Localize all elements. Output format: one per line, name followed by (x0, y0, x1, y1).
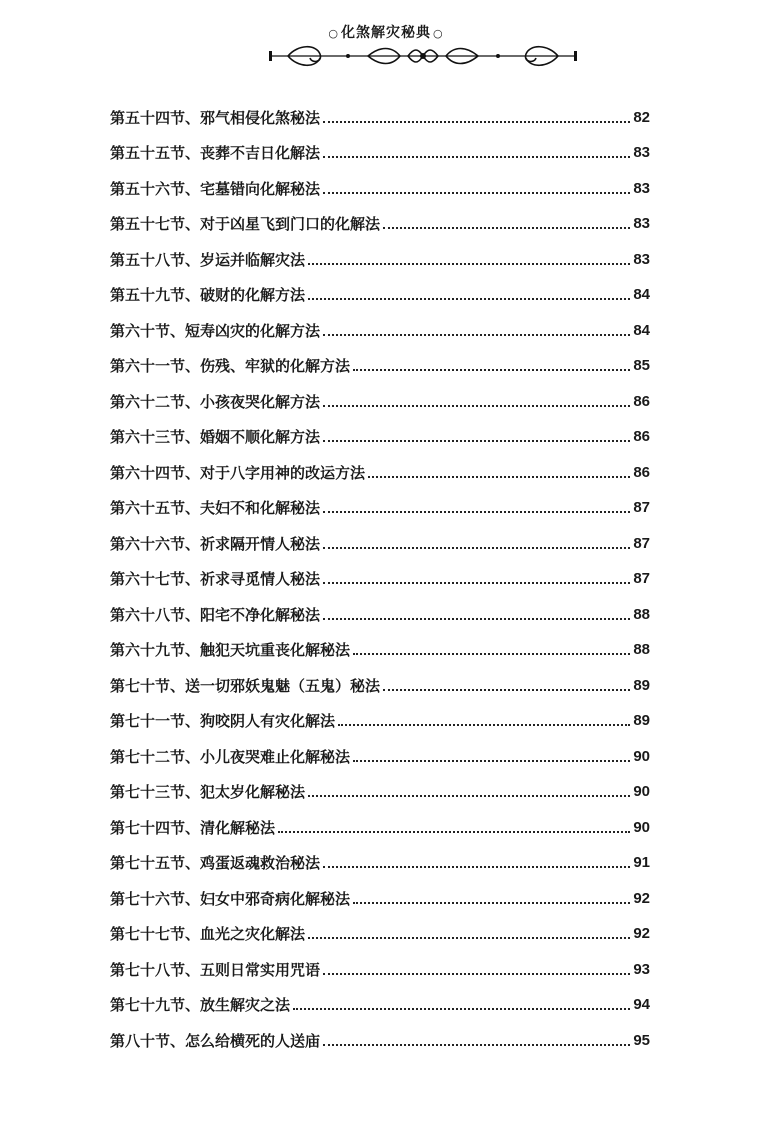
toc-entry (110, 1015, 650, 1051)
dot-leader (383, 689, 630, 691)
toc-entry-title: 第六十节、短寿凶灾的化解方法 (110, 321, 321, 340)
toc-entry-title: 第六十九节、触犯天坑重丧化解秘法 (110, 641, 351, 659)
toc-entry (110, 163, 650, 199)
toc-entry-page-number: 83 (633, 215, 650, 232)
dot-leader (323, 121, 630, 123)
toc-entry (110, 92, 650, 128)
toc-entry (110, 341, 650, 377)
dot-leader (308, 937, 630, 939)
dot-leader (323, 511, 630, 513)
toc-entry-title: 第六十七节、祈求寻觅情人秘法 (110, 570, 321, 588)
toc-entry-title: 第七十三节、犯太岁化解秘法 (110, 783, 306, 801)
dot-leader (383, 227, 630, 229)
toc-entry-page-number: 86 (633, 392, 650, 410)
toc-entry-page-number: 87 (633, 534, 650, 552)
toc-entry-title: 第八十节、怎么给横死的人送庙 (110, 1031, 321, 1050)
toc-entry-page-number: 86 (633, 463, 650, 481)
toc-entry-title: 第六十八节、阳宅不净化解秘法 (110, 605, 321, 624)
toc-entry-page-number: 84 (633, 286, 650, 303)
toc-entry (110, 412, 650, 448)
dot-leader (353, 653, 630, 655)
toc-entry-title: 第六十五节、夫妇不和化解秘法 (110, 499, 321, 517)
toc-entry (110, 696, 650, 732)
toc-entry-page-number: 83 (633, 179, 650, 197)
toc-entry (110, 944, 650, 980)
toc-entry-title: 第七十八节、五则日常实用咒语 (110, 960, 321, 979)
toc-entry (110, 767, 650, 803)
toc-entry-page-number: 90 (633, 818, 650, 836)
toc-entry-title: 第五十七节、对于凶星飞到门口的化解法 (110, 215, 381, 233)
dot-leader (353, 760, 630, 762)
toc-entry-page-number: 90 (633, 747, 650, 765)
toc-entry-page-number: 84 (633, 321, 650, 339)
toc-entry-page-number: 82 (633, 108, 650, 126)
toc-entry-title: 第五十九节、破财的化解方法 (110, 286, 306, 304)
toc-entry (110, 980, 650, 1016)
toc-entry-page-number: 88 (633, 641, 650, 658)
dot-leader (323, 156, 630, 158)
dot-leader (323, 866, 630, 868)
dot-leader (323, 547, 630, 549)
toc-entry (110, 376, 650, 412)
toc-entry-title: 第六十二节、小孩夜哭化解方法 (110, 392, 321, 411)
toc-entry-title: 第五十五节、丧葬不吉日化解法 (110, 144, 321, 162)
toc-entry (110, 660, 650, 696)
toc-entry-page-number: 86 (633, 428, 650, 445)
ornament-divider (268, 40, 578, 70)
toc-entry (110, 838, 650, 874)
toc-entry-title: 第五十八节、岁运并临解灾法 (110, 250, 306, 269)
toc-entry-title: 第六十六节、祈求隔开情人秘法 (110, 534, 321, 553)
toc-entry (110, 909, 650, 945)
running-title-text: 化煞解灾秘典 (341, 25, 431, 41)
toc-entry (110, 518, 650, 554)
toc-entry-title: 第六十一节、伤残、牢狱的化解方法 (110, 357, 351, 375)
dot-leader (338, 724, 630, 726)
dot-leader (278, 831, 630, 833)
toc-entry-page-number: 83 (633, 250, 650, 268)
toc-entry-title: 第五十四节、邪气相侵化煞秘法 (110, 108, 321, 127)
left-mark: ○ (328, 27, 339, 40)
toc-entry-title: 第七十五节、鸡蛋返魂救治秘法 (110, 854, 321, 872)
toc-entry-title: 第七十一节、狗咬阴人有灾化解法 (110, 712, 336, 730)
dot-leader (323, 440, 630, 442)
toc-entry (110, 199, 650, 235)
toc-entry-title: 第七十节、送一切邪妖鬼魅（五鬼）秘法 (110, 676, 381, 695)
toc-entry-title: 第七十四节、清化解秘法 (110, 818, 276, 837)
toc-entry-page-number: 91 (633, 854, 650, 871)
toc-entry (110, 483, 650, 519)
dot-leader (323, 973, 630, 975)
dot-leader (293, 1008, 630, 1010)
toc-entry (110, 802, 650, 838)
toc-entry (110, 731, 650, 767)
toc-entry-page-number: 95 (633, 1031, 650, 1049)
running-title (326, 22, 445, 42)
toc-entry-page-number: 93 (633, 960, 650, 978)
dot-leader (323, 405, 630, 407)
toc-entry (110, 554, 650, 590)
dot-leader (323, 192, 630, 194)
dot-leader (353, 902, 630, 904)
toc-entry-page-number: 94 (633, 996, 650, 1013)
toc-entry (110, 270, 650, 306)
dot-leader (323, 1044, 630, 1046)
toc-entry-page-number: 89 (633, 676, 650, 694)
toc-entry (110, 873, 650, 909)
toc-entry-title: 第六十四节、对于八字用神的改运方法 (110, 463, 366, 482)
dot-leader (323, 582, 630, 584)
toc-entry-page-number: 87 (633, 570, 650, 587)
right-mark: ○ (433, 27, 444, 40)
toc-entry-page-number: 89 (633, 712, 650, 729)
toc-entry-page-number: 90 (633, 783, 650, 800)
toc-entry-page-number: 88 (633, 605, 650, 623)
toc-entry-title: 第七十九节、放生解灾之法 (110, 996, 291, 1014)
toc-entry-title: 第七十七节、血光之灾化解法 (110, 925, 306, 943)
dot-leader (308, 795, 630, 797)
toc-entry (110, 589, 650, 625)
toc-entry (110, 128, 650, 164)
toc-entry-page-number: 87 (633, 499, 650, 516)
toc-entry (110, 447, 650, 483)
page-header (0, 22, 772, 42)
toc-entry (110, 305, 650, 341)
dot-leader (323, 334, 630, 336)
toc-entry-page-number: 92 (633, 889, 650, 907)
table-of-contents (110, 92, 650, 1051)
toc-entry (110, 625, 650, 661)
dot-leader (308, 298, 630, 300)
toc-entry (110, 234, 650, 270)
dot-leader (323, 618, 630, 620)
toc-entry-page-number: 85 (633, 357, 650, 374)
toc-entry-page-number: 83 (633, 144, 650, 161)
dot-leader (368, 476, 630, 478)
toc-entry-title: 第六十三节、婚姻不顺化解方法 (110, 428, 321, 446)
toc-entry-title: 第五十六节、宅墓错向化解秘法 (110, 179, 321, 198)
toc-entry-page-number: 92 (633, 925, 650, 942)
toc-entry-title: 第七十二节、小儿夜哭难止化解秘法 (110, 747, 351, 766)
dot-leader (353, 369, 630, 371)
dot-leader (308, 263, 630, 265)
toc-entry-title: 第七十六节、妇女中邪奇病化解秘法 (110, 889, 351, 908)
